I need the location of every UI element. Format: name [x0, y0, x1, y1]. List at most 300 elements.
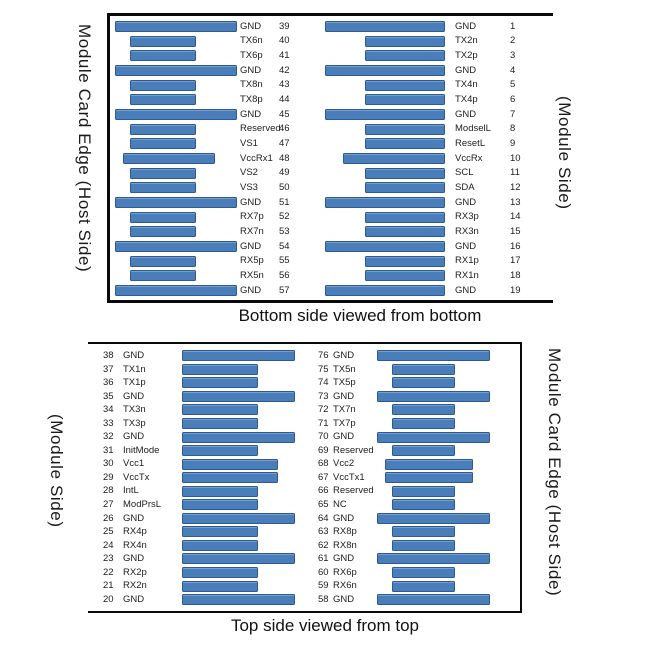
pin-pad-track	[182, 391, 298, 402]
pin-pad-bar	[182, 581, 258, 592]
pin-number: 33	[103, 417, 114, 429]
pin-pad-bar	[392, 418, 455, 429]
pin-name: SDA	[455, 181, 475, 193]
pin-pad-track	[377, 445, 493, 456]
pin-name: GND	[123, 553, 145, 565]
pin-pad-track	[377, 594, 493, 605]
pin-number: 39	[279, 20, 290, 32]
pin-row	[103, 363, 298, 377]
pin-row	[103, 579, 298, 593]
pin-name: RX3p	[455, 211, 479, 223]
pin-pad-track	[325, 80, 445, 91]
pin-pad-track	[115, 124, 239, 135]
pin-pad-track	[182, 526, 298, 537]
pin-name: Vcc2	[333, 458, 355, 470]
pin-column-76-58	[318, 349, 493, 606]
pin-row	[115, 195, 290, 210]
pin-pad-bar	[182, 364, 258, 375]
pin-number: 5	[510, 79, 516, 91]
pin-pad-track	[182, 540, 298, 551]
pin-number: 42	[279, 64, 290, 76]
pin-number: 17	[510, 255, 521, 267]
pin-row	[115, 151, 290, 166]
pin-pad-bar	[130, 212, 196, 223]
pin-pad-track	[325, 138, 445, 149]
pin-row	[325, 210, 521, 225]
pin-pad-track	[377, 418, 493, 429]
pin-row	[318, 457, 493, 471]
pin-number: 75	[318, 363, 329, 375]
pin-number: 1	[510, 20, 516, 32]
pin-column-38-20	[103, 349, 298, 606]
pin-pad-bar	[365, 94, 445, 105]
pin-number: 52	[279, 211, 290, 223]
pin-row	[318, 471, 493, 485]
pin-pad-bar	[115, 21, 237, 32]
pin-row	[318, 593, 493, 607]
pin-name: GND	[333, 512, 355, 524]
pin-pad-track	[377, 459, 493, 470]
pin-pad-bar	[182, 418, 258, 429]
pin-name: GND	[240, 284, 262, 296]
pin-number: 36	[103, 377, 114, 389]
pin-name: TX4p	[455, 93, 478, 105]
pin-pad-bar	[182, 513, 295, 524]
pin-row	[103, 444, 298, 458]
pin-number: 37	[103, 363, 114, 375]
pin-pad-track	[182, 404, 298, 415]
pin-row	[318, 430, 493, 444]
pin-pad-bar	[123, 153, 215, 164]
pin-number: 9	[510, 137, 516, 149]
pin-name: RX7n	[240, 225, 264, 237]
pin-number: 21	[103, 580, 114, 592]
pin-pad-track	[182, 418, 298, 429]
pin-number: 58	[318, 593, 329, 605]
pin-pad-track	[377, 540, 493, 551]
pin-pad-bar	[182, 350, 295, 361]
pin-pad-bar	[325, 109, 445, 120]
pin-pad-track	[377, 526, 493, 537]
pin-name: GND	[123, 431, 145, 443]
pin-pad-track	[182, 472, 298, 483]
pin-pad-bar	[182, 526, 258, 537]
pin-row	[325, 180, 521, 195]
pin-name: VccRx	[455, 152, 483, 164]
pin-name: GND	[240, 196, 262, 208]
pin-row	[318, 566, 493, 580]
pin-name: RX2n	[123, 580, 147, 592]
pin-name: Reserved	[333, 485, 374, 497]
pin-pad-bar	[115, 285, 237, 296]
pin-pad-track	[325, 36, 445, 47]
pin-row	[115, 224, 290, 239]
pin-name: NC	[333, 499, 347, 511]
pin-name: RX2p	[123, 566, 147, 578]
pin-pad-bar	[392, 377, 455, 388]
pin-pad-bar	[365, 182, 445, 193]
pin-row	[325, 19, 521, 34]
pin-pad-track	[377, 432, 493, 443]
pin-name: GND	[455, 64, 477, 76]
pin-name: GND	[455, 20, 477, 32]
pin-name: TX2p	[455, 49, 478, 61]
pin-row	[103, 525, 298, 539]
pin-pad-track	[377, 513, 493, 524]
pin-row	[103, 430, 298, 444]
caption-bottom-side-view: Bottom side viewed from bottom	[238, 306, 482, 325]
pin-pad-bar	[130, 138, 196, 149]
pin-pad-track	[115, 241, 239, 252]
pin-pad-bar	[182, 594, 295, 605]
caption-top-side-view: Top side viewed from top	[230, 616, 420, 635]
pin-column-39-57	[115, 19, 290, 298]
pin-name: SCL	[455, 167, 474, 179]
pin-number: 66	[318, 485, 329, 497]
pin-pad-track	[325, 21, 445, 32]
pin-pad-track	[325, 212, 445, 223]
pin-pad-bar	[130, 270, 196, 281]
pin-number: 12	[510, 181, 521, 193]
pin-number: 30	[103, 458, 114, 470]
pin-pad-bar	[365, 124, 445, 135]
pin-name: GND	[123, 512, 145, 524]
pin-pad-bar	[385, 459, 473, 470]
pin-name: GND	[123, 350, 145, 362]
pin-number: 41	[279, 49, 290, 61]
pin-pad-track	[377, 472, 493, 483]
panel-bottom-side-view	[107, 13, 553, 303]
pin-pad-bar	[377, 350, 490, 361]
pin-name: InitMode	[123, 444, 160, 456]
pin-pad-bar	[115, 241, 237, 252]
pin-pad-track	[377, 499, 493, 510]
pin-name: RX8p	[333, 526, 357, 538]
pin-row	[103, 498, 298, 512]
pin-pad-bar	[182, 486, 258, 497]
pin-row	[325, 195, 521, 210]
pin-pad-bar	[182, 553, 295, 564]
pin-number: 40	[279, 35, 290, 47]
pin-pad-bar	[182, 567, 258, 578]
pin-pad-track	[325, 168, 445, 179]
pin-pad-track	[115, 285, 239, 296]
pin-number: 10	[510, 152, 521, 164]
pin-row	[115, 268, 290, 283]
pin-pad-bar	[130, 94, 196, 105]
pin-pad-bar	[130, 80, 196, 91]
pin-row	[325, 254, 521, 269]
pin-pad-track	[325, 94, 445, 105]
pin-pad-bar	[377, 432, 490, 443]
pin-number: 2	[510, 35, 516, 47]
pin-pad-bar	[182, 540, 258, 551]
pin-name: VccRx1	[240, 152, 273, 164]
pin-name: VS3	[240, 181, 258, 193]
pin-row	[115, 136, 290, 151]
pin-number: 69	[318, 444, 329, 456]
pin-pad-bar	[130, 182, 196, 193]
pin-pad-bar	[182, 377, 258, 388]
pin-number: 15	[510, 225, 521, 237]
pin-pad-track	[377, 391, 493, 402]
pin-row	[318, 417, 493, 431]
pin-name: RX1n	[455, 270, 479, 281]
pin-pad-bar	[182, 459, 278, 470]
pin-name: GND	[333, 593, 355, 605]
pin-pad-bar	[115, 65, 237, 76]
pin-pad-track	[182, 432, 298, 443]
pin-number: 57	[279, 284, 290, 296]
pin-name: GND	[123, 593, 145, 605]
pin-pad-bar	[115, 197, 237, 208]
pin-number: 24	[103, 539, 114, 551]
pin-pad-bar	[365, 226, 445, 237]
pin-row	[103, 484, 298, 498]
pin-number: 19	[510, 284, 521, 296]
pin-pad-track	[325, 153, 445, 164]
pin-pad-track	[377, 377, 493, 388]
pin-pad-bar	[392, 404, 455, 415]
pin-name: ResetL	[455, 137, 486, 149]
pin-number: 14	[510, 211, 521, 223]
pin-number: 70	[318, 431, 329, 443]
pin-number: 47	[279, 137, 290, 149]
pin-pad-track	[325, 226, 445, 237]
pin-pad-bar	[182, 391, 295, 402]
pin-pad-track	[325, 197, 445, 208]
pin-pad-track	[377, 364, 493, 375]
pin-row	[325, 63, 521, 78]
pin-number: 6	[510, 93, 516, 105]
pin-number: 46	[279, 123, 290, 135]
pin-name: RX4n	[123, 539, 147, 551]
pin-row	[325, 136, 521, 151]
pin-name: GND	[455, 240, 477, 252]
pin-name: TX3n	[123, 404, 146, 416]
pin-number: 72	[318, 404, 329, 416]
pin-pad-bar	[130, 124, 196, 135]
pin-pad-track	[115, 226, 239, 237]
pin-row	[325, 107, 521, 122]
pin-pad-bar	[365, 256, 445, 267]
pin-pad-track	[182, 581, 298, 592]
pin-row	[115, 19, 290, 34]
pin-name: Reserved	[333, 444, 374, 456]
pin-number: 29	[103, 471, 114, 483]
edge-label-host-side-bottom: Module Card Edge (Host Side)	[545, 348, 564, 597]
pin-pad-bar	[182, 432, 295, 443]
pin-pad-bar	[392, 499, 455, 510]
pin-pad-bar	[377, 391, 490, 402]
pin-row	[115, 78, 290, 93]
pin-pad-bar	[392, 445, 455, 456]
pin-pad-bar	[392, 567, 455, 578]
pin-name: GND	[333, 350, 355, 362]
pin-name: RX6n	[333, 580, 357, 592]
pin-name: GND	[333, 431, 355, 443]
pin-number: 38	[103, 350, 114, 362]
pin-row	[325, 268, 521, 283]
pin-pad-track	[115, 270, 239, 281]
pin-name: GND	[240, 108, 262, 120]
pin-number: 53	[279, 225, 290, 237]
pin-row	[318, 498, 493, 512]
pin-name: VS2	[240, 167, 258, 179]
pin-pad-track	[182, 459, 298, 470]
pin-name: TX7p	[333, 417, 356, 429]
pin-row	[318, 349, 493, 363]
pin-row	[115, 239, 290, 254]
pin-number: 34	[103, 404, 114, 416]
pin-number: 28	[103, 485, 114, 497]
pin-pad-bar	[325, 21, 445, 32]
pin-name: GND	[333, 553, 355, 565]
pin-number: 71	[318, 417, 329, 429]
pin-pad-bar	[130, 36, 196, 47]
pin-name: GND	[333, 390, 355, 402]
pin-pad-bar	[365, 80, 445, 91]
pin-number: 44	[279, 93, 290, 105]
pin-number: 45	[279, 108, 290, 120]
pin-row	[318, 539, 493, 553]
pin-pad-bar	[377, 594, 490, 605]
pin-pad-track	[115, 65, 239, 76]
pin-name: GND	[123, 390, 145, 402]
pin-row	[103, 349, 298, 363]
pin-number: 67	[318, 471, 329, 483]
edge-label-module-side-bottom: (Module Side)	[47, 414, 66, 528]
pin-row	[115, 34, 290, 49]
pin-name: RX5n	[240, 270, 264, 281]
pin-pad-track	[325, 182, 445, 193]
pin-number: 32	[103, 431, 114, 443]
pin-row	[318, 390, 493, 404]
pin-number: 64	[318, 512, 329, 524]
pin-pad-track	[115, 256, 239, 267]
pin-pad-bar	[385, 472, 473, 483]
pin-row	[115, 180, 290, 195]
pin-name: GND	[240, 240, 262, 252]
pin-number: 35	[103, 390, 114, 402]
pin-row	[318, 579, 493, 593]
pin-row	[103, 552, 298, 566]
edge-label-host-side-top: Module Card Edge (Host Side)	[75, 24, 94, 273]
pin-number: 49	[279, 167, 290, 179]
pin-pad-track	[325, 285, 445, 296]
pin-row	[318, 484, 493, 498]
pin-number: 73	[318, 390, 329, 402]
pin-pad-track	[115, 109, 239, 120]
pin-name: TX8n	[240, 79, 263, 91]
pin-row	[115, 210, 290, 225]
pin-name: VccTx	[123, 471, 150, 483]
pin-pad-bar	[365, 50, 445, 61]
pin-name: GND	[455, 108, 477, 120]
pin-name: RX4p	[123, 526, 147, 538]
pin-number: 59	[318, 580, 329, 592]
pin-pad-track	[182, 594, 298, 605]
pin-name: RX1p	[455, 255, 479, 267]
pin-name: TX8p	[240, 93, 263, 105]
pin-pad-track	[182, 377, 298, 388]
pin-pad-bar	[130, 168, 196, 179]
pin-row	[318, 363, 493, 377]
pin-pad-track	[377, 404, 493, 415]
pin-name: Vcc1	[123, 458, 145, 470]
pin-pad-bar	[182, 445, 258, 456]
pin-name: TX1p	[123, 377, 146, 389]
pin-pad-track	[182, 350, 298, 361]
pin-row	[318, 512, 493, 526]
pin-number: 7	[510, 108, 516, 120]
pin-number: 51	[279, 196, 290, 208]
pin-number: 25	[103, 526, 114, 538]
pin-pad-track	[115, 80, 239, 91]
pin-pad-track	[377, 350, 493, 361]
pin-row	[325, 224, 521, 239]
pin-row	[103, 512, 298, 526]
pin-name: RX5p	[240, 255, 264, 267]
pin-number: 54	[279, 240, 290, 252]
pin-name: VS1	[240, 137, 258, 149]
pin-number: 18	[510, 270, 521, 281]
pin-pad-track	[115, 182, 239, 193]
pin-pad-bar	[377, 513, 490, 524]
pin-number: 65	[318, 499, 329, 511]
pin-pad-track	[115, 21, 239, 32]
pin-row	[115, 166, 290, 181]
pin-pad-bar	[365, 168, 445, 179]
pin-row	[103, 417, 298, 431]
pin-number: 23	[103, 553, 114, 565]
pin-number: 63	[318, 526, 329, 538]
pin-row	[325, 48, 521, 63]
pin-name: RX7p	[240, 211, 264, 223]
pin-row	[325, 122, 521, 137]
pin-pad-track	[115, 168, 239, 179]
pin-pad-track	[182, 445, 298, 456]
pin-row	[318, 376, 493, 390]
pin-pad-bar	[325, 65, 445, 76]
pin-pad-bar	[365, 36, 445, 47]
pin-number: 20	[103, 593, 114, 605]
pin-pad-track	[325, 270, 445, 281]
pin-row	[325, 78, 521, 93]
pin-row	[103, 471, 298, 485]
pin-pad-bar	[377, 553, 490, 564]
pin-row	[103, 593, 298, 607]
pin-row	[325, 151, 521, 166]
pin-pad-track	[115, 50, 239, 61]
pin-pad-track	[115, 138, 239, 149]
pin-pad-bar	[130, 226, 196, 237]
pin-pad-bar	[365, 138, 445, 149]
pin-number: 74	[318, 377, 329, 389]
pin-name: ModPrsL	[123, 499, 162, 511]
pin-row	[318, 525, 493, 539]
pin-number: 68	[318, 458, 329, 470]
pin-pad-track	[377, 567, 493, 578]
pin-pad-bar	[365, 270, 445, 281]
pin-number: 22	[103, 566, 114, 578]
pin-pad-track	[325, 50, 445, 61]
pin-row	[318, 403, 493, 417]
pin-row	[103, 539, 298, 553]
pin-number: 62	[318, 539, 329, 551]
pin-name: TX4n	[455, 79, 478, 91]
pin-row	[325, 239, 521, 254]
